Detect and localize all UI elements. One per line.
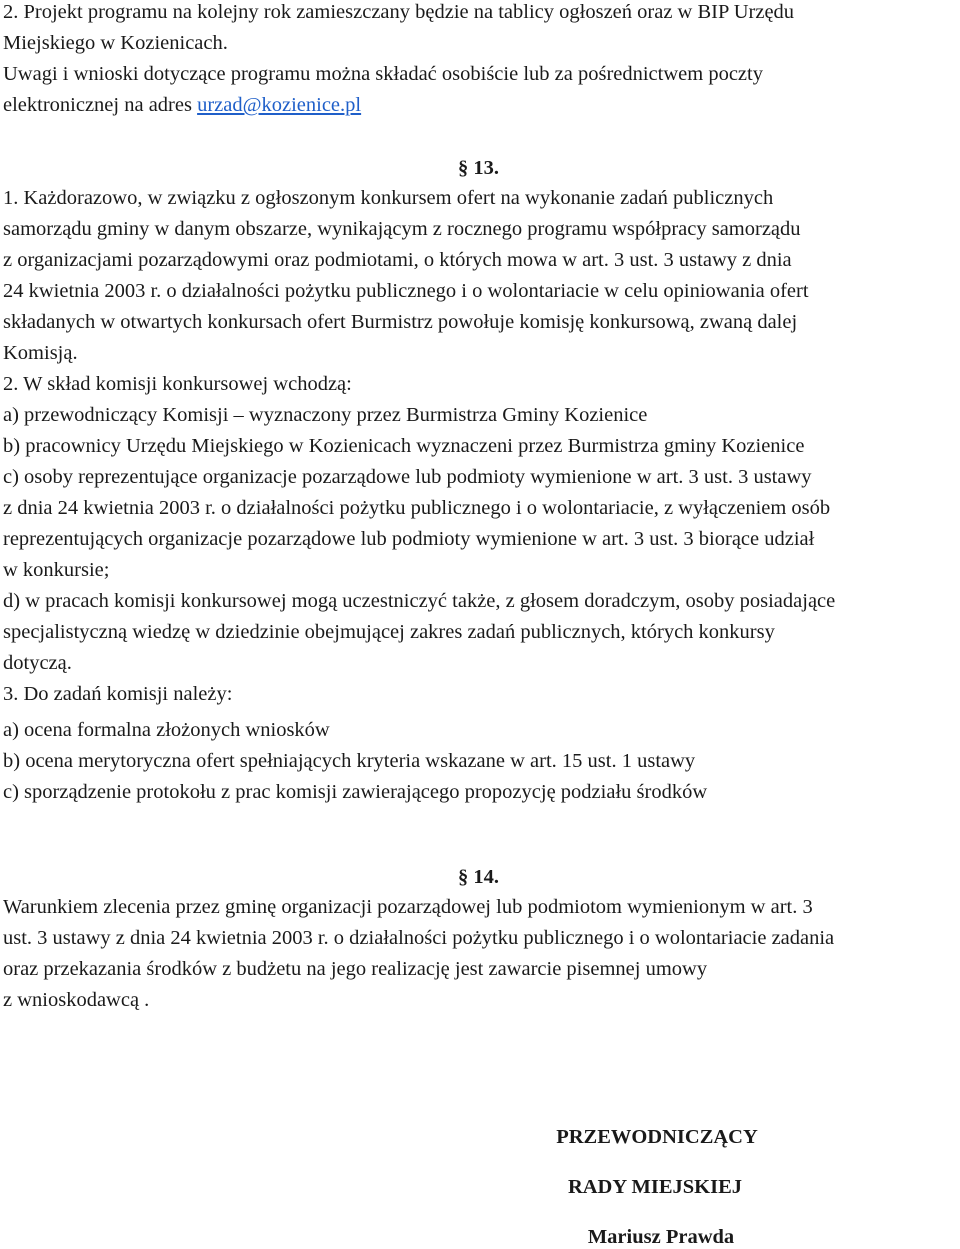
section-14-heading: § 14. [458, 866, 499, 888]
text-line: dotyczą. [3, 652, 72, 674]
text-line: 2. W skład komisji konkursowej wchodzą: [3, 373, 352, 395]
text-line: w konkursie; [3, 559, 110, 581]
text-line: z dnia 24 kwietnia 2003 r. o działalności pożytku publicznego i o wolontariacie, z wyłączeniem osób [3, 497, 831, 519]
text-fragment: elektronicznej na adres [3, 94, 198, 116]
signature-name: Mariusz Prawda [587, 1226, 735, 1248]
text-line: 1. Każdorazowo, w związku z ogłoszonym konkursem ofert na wykonanie zadań publicznych [3, 187, 774, 209]
list-item: b) ocena merytoryczna ofert spełniających kryteria wskazane w art. 15 ust. 1 ustawy [3, 750, 696, 772]
text-line: Warunkiem zlecenia przez gminę organizacji pozarządowej lub podmiotom wymienionym w art. 3 [3, 896, 813, 918]
text-line: z wnioskodawcą . [3, 989, 150, 1011]
text-line: z organizacjami pozarządowymi oraz podmiotami, o których mowa w art. 3 ust. 3 ustawy z dnia [3, 249, 792, 271]
section-13-heading: § 13. [458, 157, 499, 179]
list-item: a) przewodniczący Komisji – wyznaczony przez Burmistrza Gminy Kozienice [3, 404, 648, 426]
list-item: b) pracownicy Urzędu Miejskiego w Kozienicach wyznaczeni przez Burmistrza gminy Kozienice [3, 435, 805, 457]
text-line: reprezentujących organizacje pozarządowe lub podmioty wymienione w art. 3 ust. 3 biorące udział [3, 528, 815, 550]
text-line: Uwagi i wnioski dotyczące programu można składać osobiście lub za pośrednictwem poczty [3, 63, 763, 85]
list-item: a) ocena formalna złożonych wniosków [3, 719, 330, 741]
list-item: c) osoby reprezentujące organizacje pozarządowe lub podmioty wymienione w art. 3 ust. 3 ustawy [3, 466, 812, 488]
text-line: samorządu gminy w danym obszarze, wynikającym z rocznego programu współpracy samorządu [3, 218, 801, 240]
text-line: oraz przekazania środków z budżetu na jego realizację jest zawarcie pisemnej umowy [3, 958, 708, 980]
text-line: Miejskiego w Kozienicach. [3, 32, 228, 54]
list-item: d) w pracach komisji konkursowej mogą uczestniczyć także, z głosem doradczym, osoby posiadające [3, 590, 836, 612]
text-line [3, 95, 361, 116]
text-line: ust. 3 ustawy z dnia 24 kwietnia 2003 r. o działalności pożytku publicznego i o wolontariacie zadania [3, 927, 835, 949]
text-line: składanych w otwartych konkursach ofert Burmistrz powołuje komisję konkursową, zwaną dalej [3, 311, 798, 333]
list-item: c) sporządzenie protokołu z prac komisji zawierającego propozycję podziału środków [3, 781, 708, 803]
text-line: 24 kwietnia 2003 r. o działalności pożytku publicznego i o wolontariacie w celu opiniowania ofert [3, 280, 809, 302]
signature-title: RADY MIEJSKIEJ [567, 1176, 743, 1198]
text-line: 2. Projekt programu na kolejny rok zamieszczany będzie na tablicy ogłoszeń oraz w BIP Urzędu [3, 1, 795, 23]
text-line: specjalistyczną wiedzę w dziedzinie obejmującej zakres zadań publicznych, których konkursy [3, 621, 775, 643]
signature-title: PRZEWODNICZĄCY [556, 1126, 758, 1148]
text-line: 3. Do zadań komisji należy: [3, 683, 233, 705]
email-link[interactable]: urzad@kozienice.pl [197, 94, 362, 116]
text-line: Komisją. [3, 342, 78, 364]
